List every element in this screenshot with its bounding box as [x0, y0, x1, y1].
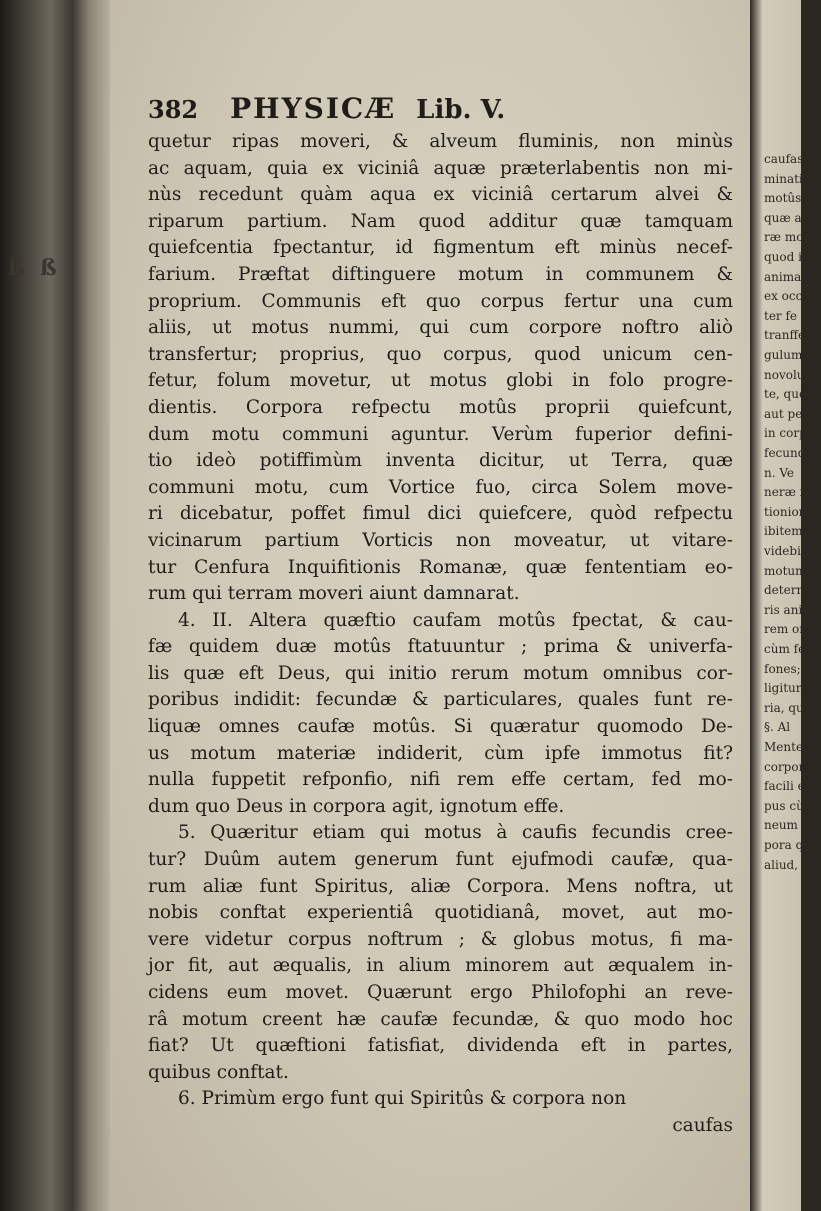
right-page-line: cùm fe: [764, 642, 806, 656]
right-page-line: tionione: [764, 504, 814, 519]
text-line: tio ideò potiffimùm inventa dicitur, ut Terra, quæ: [148, 450, 733, 472]
text-line: cidens eum movet. Quærunt ergo Philofophi an reve-: [148, 982, 733, 1003]
right-page-line: pora qu: [764, 838, 812, 852]
right-page-line: ria, qu: [764, 700, 804, 715]
text-line: dum motu communi aguntur. Verùm fuperior defini-: [148, 423, 733, 445]
right-page-line: te, quò: [764, 387, 807, 402]
right-page-line: animales: [764, 269, 819, 284]
text-line: dum quo Deus in corpora agit, ignotum effe.: [148, 795, 565, 817]
right-page-line: motum: [764, 563, 807, 578]
text-line: 5. Quæritur etiam qui motus à caufis fecundis cree-: [178, 822, 733, 844]
right-page-fragment: [750, 0, 821, 1211]
right-page-line: n. Ve: [764, 465, 795, 480]
right-page-line: videbim: [764, 544, 813, 558]
catchword: caufas: [672, 1114, 733, 1136]
text-line: rum aliæ funt Spiritus, aliæ Corpora. Mens noftra, ut: [148, 875, 733, 897]
margin-mark: ß: [8, 255, 25, 281]
page-content: [148, 92, 733, 1140]
right-page-line: determi: [764, 583, 812, 598]
text-line: dientis. Corpora refpectu motûs proprii quiefcunt,: [148, 396, 733, 418]
right-page-line: quæ aulç: [764, 210, 820, 225]
left-page-edge: [0, 0, 72, 1211]
body-text: [148, 129, 733, 1140]
margin-mark: ß: [40, 255, 57, 281]
right-page-line: §. Al: [764, 720, 791, 735]
right-page-line: tranfferr: [764, 328, 817, 343]
book-number: Lib. V.: [416, 95, 506, 125]
text-line: lis quæ eft Deus, qui initio rerum motum omnibus cor-: [148, 662, 733, 684]
text-line: ac aquam, quia ex viciniâ aquæ præterlabentis non mi-: [148, 157, 733, 179]
right-page-line: ris anin: [764, 602, 810, 617]
right-page-line: Mentem: [764, 740, 815, 754]
right-page-line: facili eff: [764, 779, 814, 794]
right-page-line: neum d: [764, 818, 810, 833]
right-page-line: ræ mo: [764, 230, 804, 245]
right-page-line: aut perc: [764, 406, 815, 421]
text-line: 6. Primùm ergo funt qui Spiritûs & corpora non: [178, 1088, 627, 1110]
right-page-line: quod in n: [764, 250, 821, 264]
right-page-line: rem om: [764, 622, 811, 637]
text-line: rum qui terram moveri aiunt damnarat.: [148, 583, 520, 605]
text-line: jor fit, aut æqualis, in alium minorem aut æqualem in-: [148, 955, 733, 977]
text-line: proprium. Communis eft quo corpus fertur una cum: [148, 290, 733, 312]
text-line: 4. II. Altera quæftio caufam motûs fpectat, & cau-: [178, 609, 733, 631]
text-line: aliis, ut motus nummi, qui cum corpore noftro aliò: [148, 317, 733, 339]
right-page-line: novolunt: [764, 367, 818, 382]
text-line: liquæ omnes caufæ motûs. Si quæratur quomodo De-: [148, 716, 733, 738]
page-number: 382: [148, 95, 199, 124]
right-page-line: in corpo: [764, 426, 814, 441]
text-line: nobis conftat experientiâ quotidianâ, movet, aut mo-: [148, 902, 733, 924]
right-page-line: ex occafi: [764, 289, 818, 304]
text-line: râ motum creent hæ caufæ fecundæ, & quo modo hoc: [148, 1008, 733, 1030]
right-page-line: ibitem n: [764, 524, 815, 539]
right-page-line: caufas m: [764, 152, 819, 166]
running-title: PHYSICÆ: [230, 92, 397, 125]
text-line: riparum partium. Nam quod additur quæ tamquam: [148, 210, 733, 232]
text-line: communi motu, cum Vortice fuo, circa Solem move-: [148, 476, 733, 498]
text-line: nulla fuppetit refponfio, nifi rem effe certam, fed mo-: [148, 769, 733, 791]
right-page-line: aliud,: [764, 857, 799, 872]
text-line: fiat? Ut quæftioni fatisfiat, dividenda eft in partes,: [148, 1035, 733, 1057]
text-line: nùs recedunt quàm aqua ex viciniâ certarum alvei &: [148, 184, 733, 206]
text-line: tur Cenfura Inquifitionis Romanæ, quæ fententiam eo-: [148, 556, 733, 578]
right-page-line: ligitur,: [764, 681, 804, 696]
text-line: quiefcentia fpectantur, id figmentum eft minùs necef-: [148, 237, 733, 259]
right-page-line: gulum c: [764, 348, 813, 362]
right-page-line: pus cùm: [764, 798, 816, 813]
text-line: fæ quidem duæ motûs ftatuuntur ; prima & univerfa-: [148, 636, 733, 658]
right-page-line: ter fe c: [764, 308, 808, 323]
text-line: transfertur; proprius, quo corpus, quod unicum cen-: [148, 343, 733, 365]
text-line: poribus indidit: fecundæ & particulares, quales funt re-: [148, 689, 733, 711]
right-page-line: motûs fi: [764, 191, 814, 206]
text-line: farium. Præftat diftinguere motum in communem &: [148, 263, 733, 285]
text-line: us motum materiæ indiderit, cùm ipfe immotus fit?: [148, 742, 733, 764]
right-page-line: neræ fup: [764, 485, 820, 500]
right-page-line: corporib: [764, 759, 816, 774]
text-line: quibus conftat.: [148, 1061, 289, 1083]
text-line: vere videtur corpus noftrum ; & globus motus, fi ma-: [148, 928, 733, 950]
text-line: tur? Duûm autem generum funt ejufmodi caufæ, qua-: [148, 849, 733, 871]
text-line: fetur, folum movetur, ut motus globi in folo progre-: [148, 370, 733, 392]
right-page-line: fecundu: [764, 446, 814, 460]
text-line: quetur ripas moveri, & alveum fluminis, non minùs: [148, 131, 733, 152]
right-page-line: fones;: [764, 661, 801, 676]
right-page-line: minatio: [764, 171, 810, 186]
book-gutter: [72, 0, 110, 1211]
running-header: [148, 92, 733, 125]
text-line: ri dicebatur, poffet fimul dici quiefcere, quòd refpectu: [148, 503, 733, 525]
text-line: vicinarum partium Vorticis non moveatur, ut vitare-: [148, 529, 733, 551]
